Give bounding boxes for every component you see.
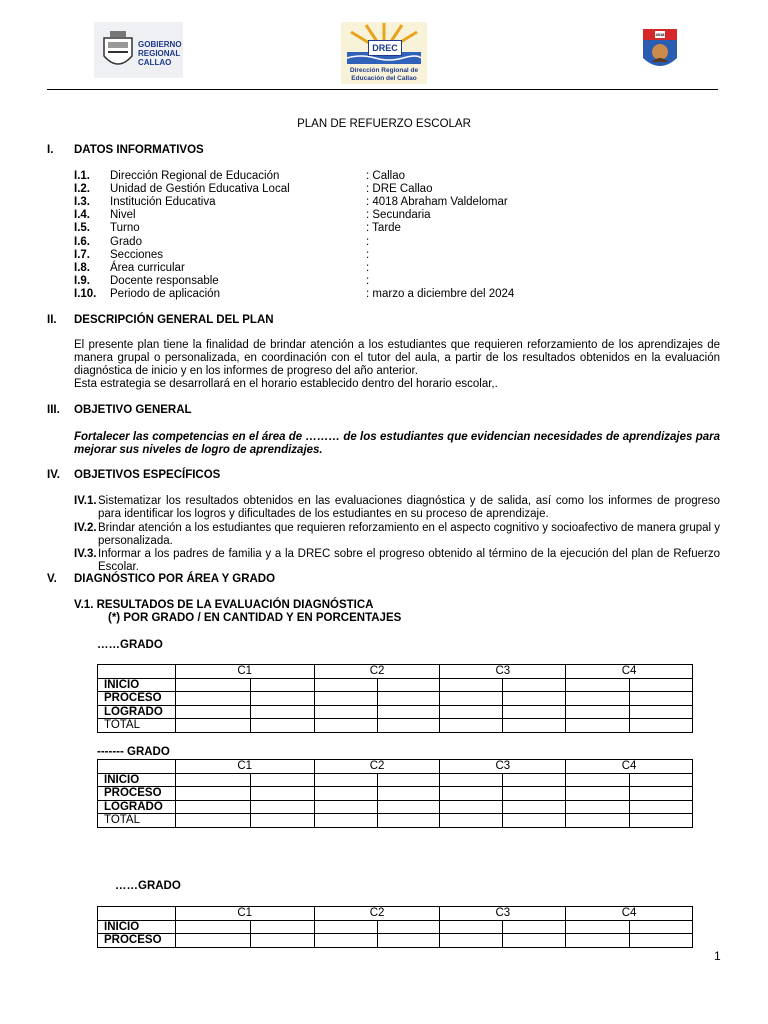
table-header-cell: C2 <box>314 665 440 679</box>
table-row <box>98 920 693 934</box>
info-value: : <box>366 274 370 287</box>
table-row-label: PROCESO <box>98 692 176 706</box>
section-2-title: DESCRIPCIÓN GENERAL DEL PLAN <box>74 314 274 326</box>
table-header-cell: C4 <box>566 907 693 921</box>
grade-label-1: ……GRADO <box>97 639 163 651</box>
table-corner-cell <box>98 665 176 679</box>
section-3-title: OBJETIVO GENERAL <box>74 404 192 416</box>
info-value: : Secundaria <box>366 209 431 222</box>
table-cell <box>251 719 314 733</box>
table-row <box>98 705 693 719</box>
drec-caption-line1: Dirección Regional de <box>349 67 419 74</box>
table-cell <box>440 920 502 934</box>
table-cell <box>440 719 502 733</box>
table-cell <box>175 678 251 692</box>
table-cell <box>629 920 692 934</box>
info-code: I.4. <box>74 209 90 222</box>
table-row-label: TOTAL <box>98 719 176 733</box>
table-row <box>98 787 693 801</box>
table-cell <box>251 705 314 719</box>
info-label: Institución Educativa <box>110 196 216 209</box>
general-objective-text: Fortalecer las competencias en el área de ……… de los estudiantes que evidencian necesidades de aprendizajes para mejorar sus niveles de logro de aprendizajes. <box>74 431 720 457</box>
table-cell <box>251 773 314 787</box>
table-header-cell: C4 <box>566 760 693 774</box>
section-4-number: IV. <box>47 469 61 481</box>
table-cell <box>629 934 692 948</box>
table-header-cell: C3 <box>440 760 566 774</box>
table-row-label: PROCESO <box>98 787 176 801</box>
table-header-cell: C1 <box>175 760 314 774</box>
coat-of-arms-icon <box>100 28 136 74</box>
table-row-label: LOGRADO <box>98 800 176 814</box>
table-header-row <box>98 665 693 679</box>
info-label: Docente responsable <box>110 274 219 287</box>
table-cell <box>629 800 692 814</box>
results-table-2 <box>97 759 693 828</box>
table-header-cell: C3 <box>440 665 566 679</box>
school-badge-text: 4018 <box>655 32 665 37</box>
table-row-label: TOTAL <box>98 814 176 828</box>
table-cell <box>566 692 629 706</box>
table-row-label: INICIO <box>98 773 176 787</box>
table-cell <box>629 814 692 828</box>
info-label: Área curricular <box>110 261 185 274</box>
info-code: I.6. <box>74 235 90 248</box>
table-cell <box>502 705 565 719</box>
table-cell <box>566 787 629 801</box>
section-1-number: I. <box>47 144 54 156</box>
table-cell <box>440 934 502 948</box>
section-4-title: OBJETIVOS ESPECÍFICOS <box>74 469 221 481</box>
table-cell <box>502 920 565 934</box>
table-row-label: LOGRADO <box>98 705 176 719</box>
info-label: Nivel <box>110 209 136 222</box>
table-cell <box>440 705 502 719</box>
table-cell <box>502 800 565 814</box>
table-cell <box>629 719 692 733</box>
table-cell <box>440 773 502 787</box>
table-header-row <box>98 907 693 921</box>
info-label: Secciones <box>110 248 164 261</box>
table-cell <box>175 787 251 801</box>
table-cell <box>502 719 565 733</box>
table-cell <box>378 934 440 948</box>
table-cell <box>629 705 692 719</box>
info-label: Periodo de aplicación <box>110 287 220 300</box>
table-cell <box>566 934 629 948</box>
table-cell <box>175 705 251 719</box>
section-1-title: DATOS INFORMATIVOS <box>74 144 204 156</box>
table-row-label: INICIO <box>98 920 176 934</box>
table-cell <box>251 787 314 801</box>
objective-3-code: IV.3. <box>74 548 97 560</box>
results-table-3 <box>97 906 693 948</box>
table-cell <box>251 934 314 948</box>
table-cell <box>566 920 629 934</box>
objective-2-code: IV.2. <box>74 522 97 534</box>
table-header-row <box>98 760 693 774</box>
table-cell <box>566 719 629 733</box>
info-code: I.8. <box>74 261 90 274</box>
info-value: : Tarde <box>366 222 401 235</box>
page-number: 1 <box>714 949 721 963</box>
results-table-1 <box>97 664 693 733</box>
table-corner-cell <box>98 907 176 921</box>
gobierno-line2: REGIONAL <box>138 49 181 58</box>
table-row <box>98 773 693 787</box>
table-cell <box>175 773 251 787</box>
table-cell <box>175 920 251 934</box>
table-cell <box>440 692 502 706</box>
table-cell <box>314 787 377 801</box>
table-cell <box>314 934 377 948</box>
table-cell <box>440 814 502 828</box>
table-cell <box>175 800 251 814</box>
table-header-cell: C1 <box>175 665 314 679</box>
table-row <box>98 678 693 692</box>
table-cell <box>378 787 440 801</box>
table-cell <box>502 934 565 948</box>
section-5-title: DIAGNÓSTICO POR ÁREA Y GRADO <box>74 573 276 585</box>
table-row-label: INICIO <box>98 678 176 692</box>
table-cell <box>251 800 314 814</box>
table-cell <box>378 678 440 692</box>
table-cell <box>440 787 502 801</box>
table-cell <box>314 692 377 706</box>
table-row <box>98 692 693 706</box>
gobierno-line1: GOBIERNO <box>138 40 182 49</box>
table-cell <box>502 773 565 787</box>
table-cell <box>251 814 314 828</box>
table-cell <box>629 692 692 706</box>
table-cell <box>314 800 377 814</box>
section-5-number: V. <box>47 573 57 585</box>
info-label: Grado <box>110 235 142 248</box>
info-code: I.2. <box>74 183 90 196</box>
table-cell <box>629 773 692 787</box>
objective-1-text: Sistematizar los resultados obtenidos en las evaluaciones diagnóstica y de salida, así como los informes de progreso para identificar los logros y dificultades de los estudiantes en su proceso de aprendizaje. <box>98 495 720 521</box>
drec-caption-line2: Educación del Callao <box>351 75 417 82</box>
table-header-cell: C2 <box>314 907 440 921</box>
table-cell <box>502 787 565 801</box>
table-cell <box>175 692 251 706</box>
table-row-label: PROCESO <box>98 934 176 948</box>
table-header-cell: C4 <box>566 665 693 679</box>
table-cell <box>378 920 440 934</box>
table-cell <box>314 719 377 733</box>
info-label: Unidad de Gestión Educativa Local <box>110 183 290 196</box>
table-cell <box>502 678 565 692</box>
table-cell <box>251 692 314 706</box>
info-code: I.3. <box>74 196 90 209</box>
v1-title: V.1. RESULTADOS DE LA EVALUACIÓN DIAGNÓSTICA <box>74 599 374 611</box>
v1-subtitle: (*) POR GRADO / EN CANTIDAD Y EN PORCENTAJES <box>108 612 402 624</box>
table-cell <box>314 773 377 787</box>
table-cell <box>378 773 440 787</box>
info-code: I.1. <box>74 170 90 182</box>
table-cell <box>314 678 377 692</box>
table-cell <box>175 934 251 948</box>
table-cell <box>175 719 251 733</box>
table-row <box>98 934 693 948</box>
table-cell <box>378 814 440 828</box>
grade-label-2: ------- GRADO <box>97 746 170 758</box>
table-header-cell: C3 <box>440 907 566 921</box>
table-header-cell: C1 <box>175 907 314 921</box>
header-divider <box>47 89 718 90</box>
table-cell <box>314 814 377 828</box>
table-cell <box>566 773 629 787</box>
table-cell <box>566 705 629 719</box>
info-label: Dirección Regional de Educación <box>110 170 280 182</box>
table-row <box>98 719 693 733</box>
info-code: I.10. <box>74 287 97 300</box>
description-paragraph-2: Esta estrategia se desarrollará en el horario establecido dentro del horario escolar,. <box>74 378 498 390</box>
table-cell <box>440 678 502 692</box>
table-cell <box>502 814 565 828</box>
table-cell <box>629 678 692 692</box>
table-cell <box>378 705 440 719</box>
table-cell <box>566 800 629 814</box>
table-cell <box>378 800 440 814</box>
table-cell <box>314 705 377 719</box>
document-title: PLAN DE REFUERZO ESCOLAR <box>297 118 471 130</box>
info-value: : <box>366 248 370 261</box>
table-cell <box>251 920 314 934</box>
info-value: : Callao <box>366 170 405 182</box>
section-3-number: III. <box>47 404 60 416</box>
objective-3-text: Informar a los padres de familia y a la DREC sobre el progreso obtenido al término de la ejecución del plan de Refuerzo Escolar. <box>98 548 720 574</box>
table-cell <box>378 719 440 733</box>
info-code: I.5. <box>74 222 90 235</box>
gobierno-line3: CALLAO <box>138 58 172 67</box>
grade-label-3: ……GRADO <box>115 880 181 892</box>
info-code: I.7. <box>74 248 90 261</box>
table-cell <box>251 678 314 692</box>
info-value: : marzo a diciembre del 2024 <box>366 287 515 300</box>
gobierno-regional-logo <box>94 22 183 78</box>
table-cell <box>566 814 629 828</box>
table-header-cell: C2 <box>314 760 440 774</box>
table-cell <box>175 814 251 828</box>
table-cell <box>378 692 440 706</box>
drec-badge: DREC <box>368 40 402 56</box>
school-emblem <box>642 28 678 72</box>
table-row <box>98 814 693 828</box>
objective-1-code: IV.1. <box>74 495 97 507</box>
table-cell <box>314 920 377 934</box>
table-cell <box>566 678 629 692</box>
section-2-number: II. <box>47 314 57 326</box>
table-cell <box>629 787 692 801</box>
info-code: I.9. <box>74 274 90 287</box>
info-value: : DRE Callao <box>366 183 433 196</box>
info-label: Turno <box>110 222 140 235</box>
table-corner-cell <box>98 760 176 774</box>
info-value: : <box>366 261 370 274</box>
info-value: : <box>366 235 370 248</box>
table-row <box>98 800 693 814</box>
objective-2-text: Brindar atención a los estudiantes que requieren reforzamiento en el aspecto cognitivo y socioafectivo de manera grupal y personalizada. <box>98 522 721 548</box>
description-paragraph-1: El presente plan tiene la finalidad de brindar atención a los estudiantes que requieren reforzamiento de los aprendizajes de manera grupal o personalizada, en coordinación con el tutor del aula, a partir de los resultados obtenidos en la evaluación diagnóstica de inicio y en los informes de progreso del año anterior. <box>74 339 720 378</box>
table-cell <box>502 692 565 706</box>
drec-logo <box>341 22 427 84</box>
table-cell <box>440 800 502 814</box>
info-value: : 4018 Abraham Valdelomar <box>366 196 508 209</box>
